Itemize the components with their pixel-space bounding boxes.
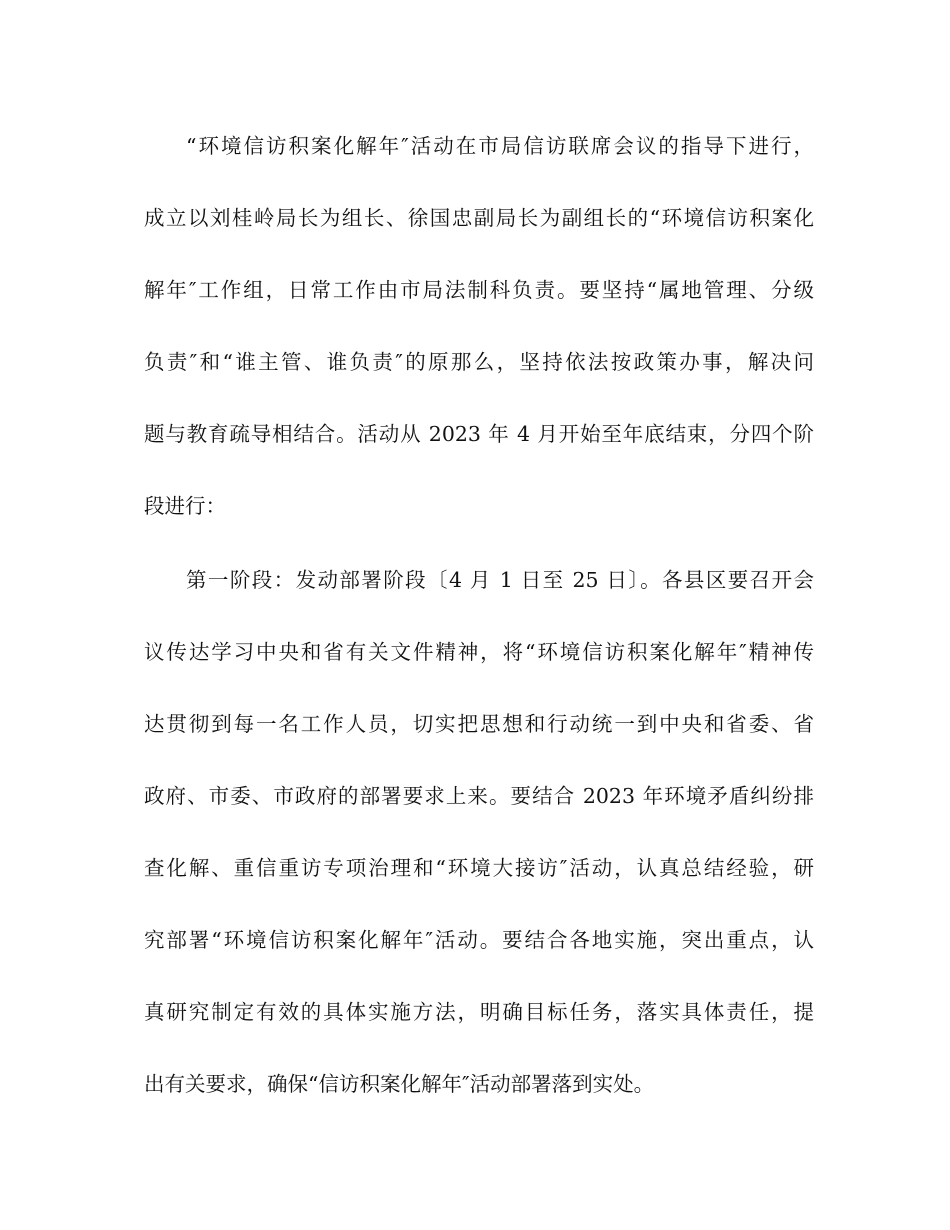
paragraph-1-line-2: 成立以刘桂岭局长为组长、徐国忠副局长为副组长的“环境信访积案化	[144, 206, 814, 230]
paragraph-1-line-3: 解年″工作组，日常工作由市局法制科负责。要坚持“属地管理、分级	[144, 278, 814, 302]
paragraph-2-line-1: 第一阶段：发动部署阶段〔4 月 1 日至 25 日〕。各县区要召开会	[186, 568, 814, 592]
paragraph-2-line-7: 真研究制定有效的具体实施方法，明确目标任务，落实具体责任，提	[144, 1000, 814, 1024]
paragraph-1-line-6: 段进行：	[144, 494, 226, 518]
paragraph-2-line-4: 政府、市委、市政府的部署要求上来。要结合 2023 年环境矛盾纠纷排	[144, 784, 814, 808]
paragraph-1-line-4: 负责″和“谁主管、谁负责″的原那么，坚持依法按政策办事，解决问	[144, 350, 814, 374]
paragraph-2-line-6: 究部署“环境信访积案化解年″活动。要结合各地实施，突出重点，认	[144, 928, 814, 952]
paragraph-2-line-3: 达贯彻到每一名工作人员，切实把思想和行动统一到中央和省委、省	[144, 712, 814, 736]
paragraph-1-line-1: “环境信访积案化解年″活动在市局信访联席会议的指导下进行，	[186, 134, 814, 158]
paragraph-2-line-2: 议传达学习中央和省有关文件精神，将“环境信访积案化解年″精神传	[144, 640, 814, 664]
paragraph-2-line-5: 查化解、重信重访专项治理和“环境大接访″活动，认真总结经验，研	[144, 856, 814, 880]
paragraph-1-line-5: 题与教育疏导相结合。活动从 2023 年 4 月开始至年底结束，分四个阶	[144, 422, 814, 446]
paragraph-2-line-8: 出有关要求，确保“信访积案化解年″活动部署落到实处。	[144, 1072, 655, 1096]
